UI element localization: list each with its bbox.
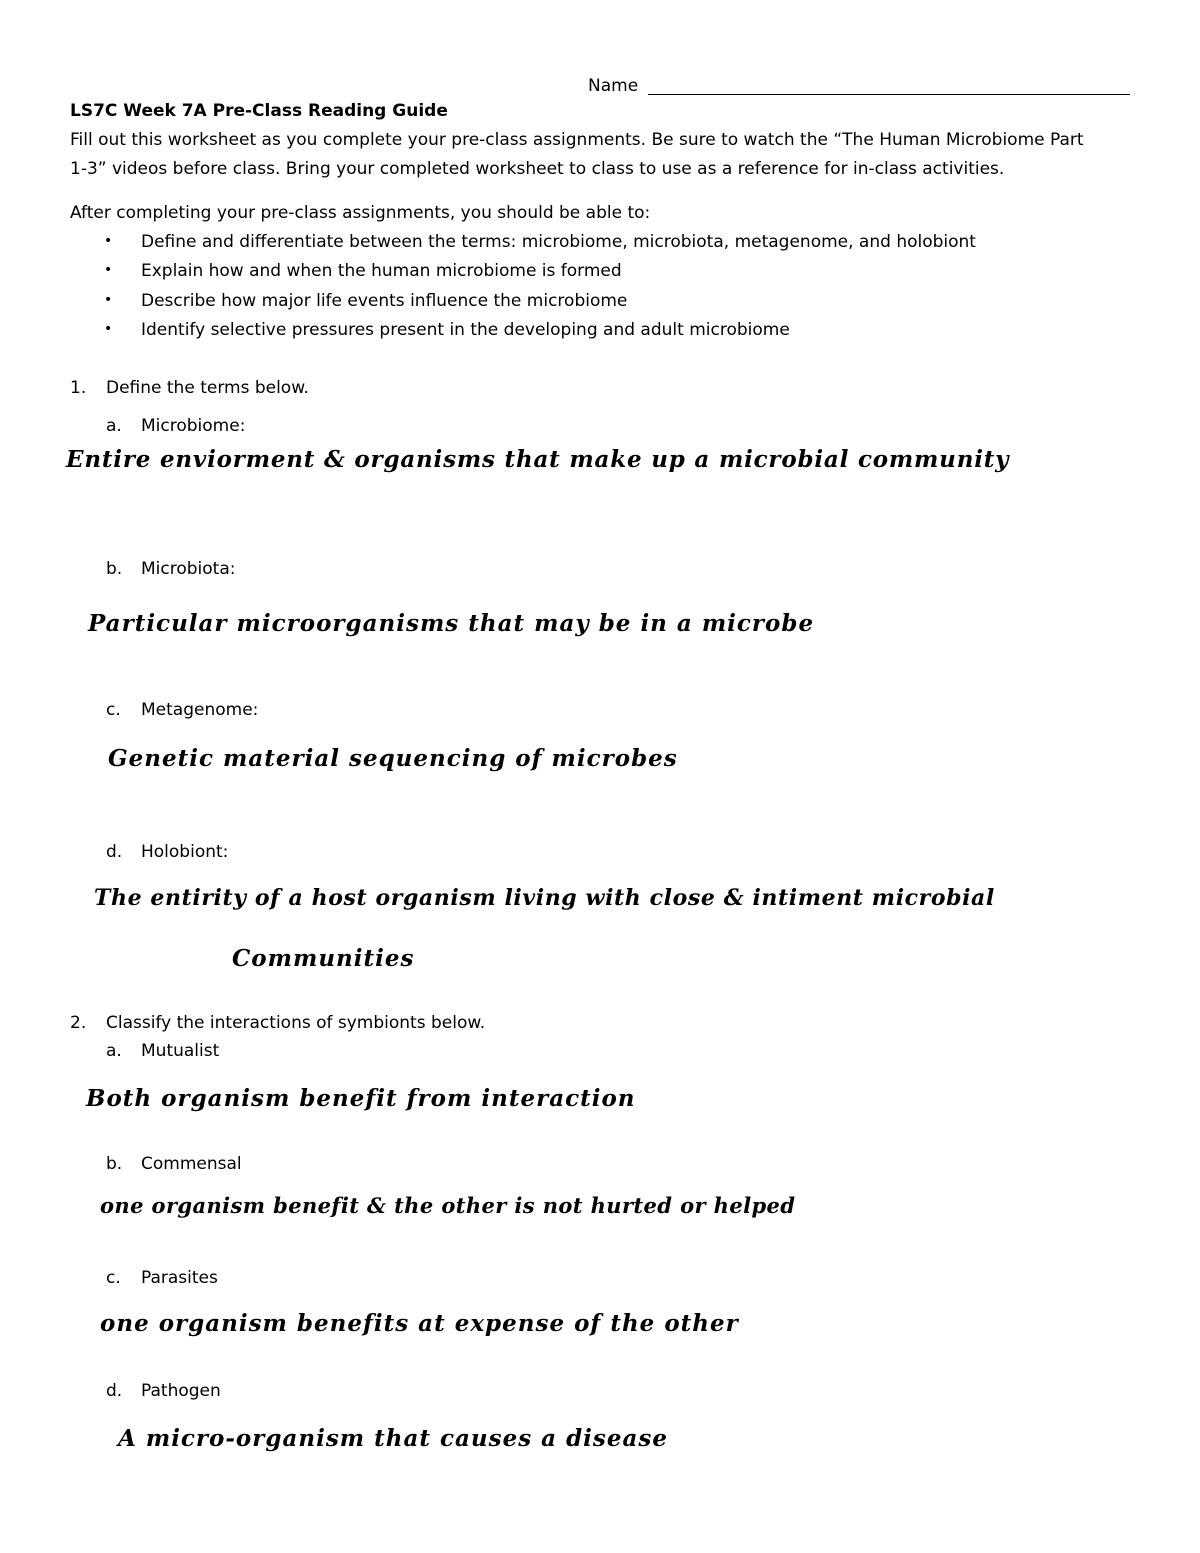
intro-line-2: 1-3” videos before class. Bring your completed worksheet to class to use as a reference for in-class activities. (70, 159, 1005, 179)
term-label-parasites: Parasites (141, 1268, 218, 1288)
term-label-mutualist: Mutualist (141, 1041, 220, 1061)
intro-line-1: Fill out this worksheet as you complete your pre-class assignments. Be sure to watch the “The Human Microbiome Part (70, 130, 1084, 150)
term-label-commensal: Commensal (141, 1154, 242, 1174)
objective-item: Describe how major life events influence the microbiome (141, 291, 628, 311)
question-number: 1. (70, 378, 87, 398)
answer-holobiont: The entirity of a host organism living with close & intiment microbial (94, 885, 995, 911)
term-label-pathogen: Pathogen (141, 1381, 221, 1401)
question-number: 2. (70, 1013, 87, 1033)
term-label-microbiome: Microbiome: (141, 416, 246, 436)
answer-commensal: one organism benefit & the other is not hurted or helped (100, 1193, 796, 1218)
part-letter: a. (106, 416, 122, 436)
answer-metagenome: Genetic material sequencing of microbes (108, 745, 678, 772)
question-prompt: Classify the interactions of symbionts below. (106, 1013, 486, 1033)
part-letter: c. (106, 700, 121, 720)
term-label-microbiota: Microbiota: (141, 559, 236, 579)
objective-item: Explain how and when the human microbiome is formed (141, 261, 622, 281)
objective-item: Identify selective pressures present in the developing and adult microbiome (141, 320, 790, 340)
answer-pathogen: A micro-organism that causes a disease (118, 1425, 668, 1452)
answer-mutualist: Both organism benefit from interaction (86, 1085, 636, 1112)
answer-parasites: one organism benefits at expense of the other (100, 1310, 739, 1337)
bullet-icon: • (104, 292, 113, 308)
answer-microbiota: Particular microorganisms that may be in a microbe (88, 610, 815, 637)
part-letter: d. (106, 1381, 123, 1401)
part-letter: b. (106, 559, 123, 579)
question-prompt: Define the terms below. (106, 378, 309, 398)
answer-holobiont-continued: Communities (232, 945, 415, 972)
term-label-metagenome: Metagenome: (141, 700, 259, 720)
part-letter: d. (106, 842, 123, 862)
name-label: Name (588, 76, 639, 96)
objective-item: Define and differentiate between the terms: microbiome, microbiota, metagenome, and holobiont (141, 232, 976, 252)
page-title: LS7C Week 7A Pre-Class Reading Guide (70, 101, 448, 121)
bullet-icon: • (104, 321, 113, 337)
bullet-icon: • (104, 262, 113, 278)
part-letter: a. (106, 1041, 122, 1061)
term-label-holobiont: Holobiont: (141, 842, 229, 862)
name-field-line (648, 94, 1130, 95)
objectives-lead: After completing your pre-class assignments, you should be able to: (70, 203, 651, 223)
bullet-icon: • (104, 233, 113, 249)
answer-microbiome: Entire enviorment & organisms that make up a microbial community (66, 446, 1010, 473)
part-letter: b. (106, 1154, 123, 1174)
part-letter: c. (106, 1268, 121, 1288)
